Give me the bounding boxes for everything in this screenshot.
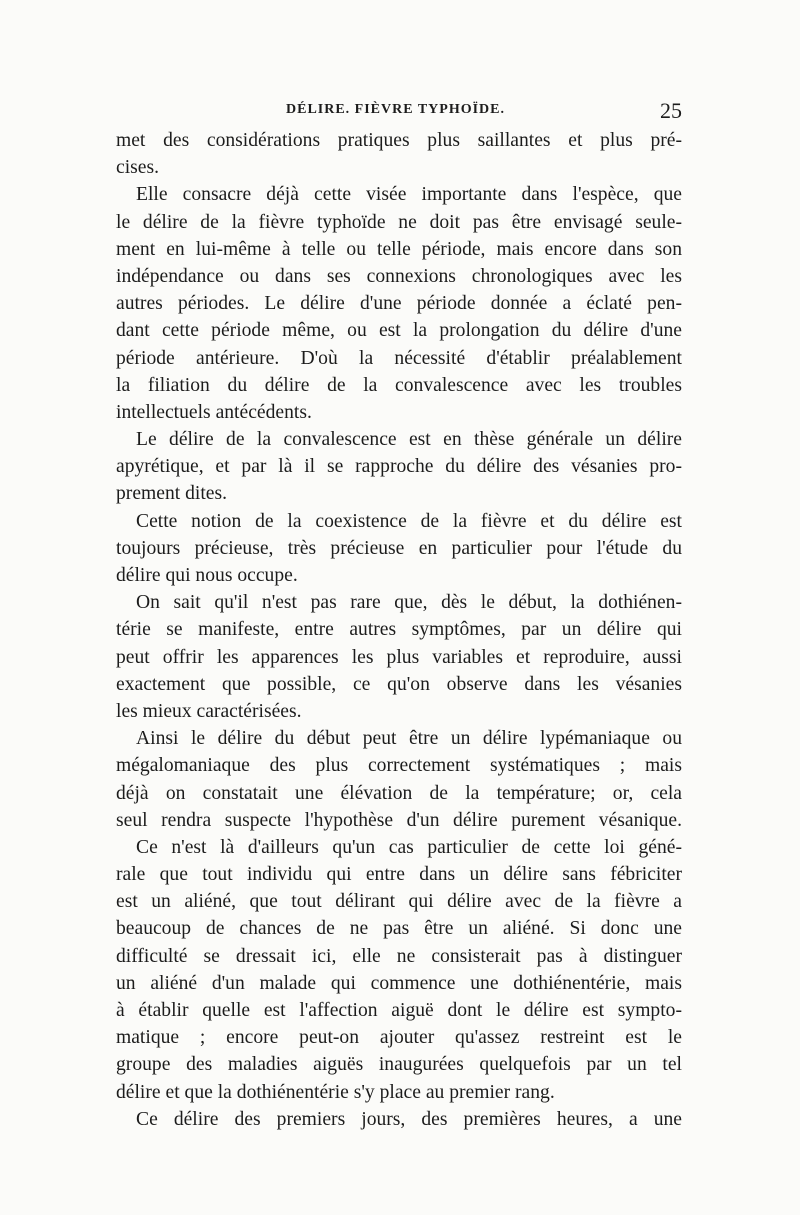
text-line: matique ; encore peut-on ajouter qu'assez restreint est le — [116, 1027, 682, 1049]
text-line: période antérieure. D'où la nécessité d'établir préalablement — [116, 347, 682, 369]
text-line: les mieux caractérisées. — [116, 700, 302, 722]
text-line: la filiation du délire de la convalescence avec les troubles — [116, 374, 682, 396]
page-number: 25 — [660, 98, 682, 123]
text-line: ment en lui-même à telle ou telle période, mais encore dans son — [116, 238, 682, 260]
text-line: mégalomaniaque des plus correctement systématiques ; mais — [116, 755, 682, 777]
text-line: déjà on constatait une élévation de la température; or, cela — [116, 782, 682, 804]
text-line: seul rendra suspecte l'hypothèse d'un délire purement vésanique. — [116, 809, 682, 831]
body-text — [116, 127, 682, 1133]
text-line: peut offrir les apparences les plus variables et reproduire, aussi — [116, 646, 682, 668]
text-line: Elle consacre déjà cette visée importante dans l'espèce, que — [136, 184, 682, 206]
text-line: délire qui nous occupe. — [116, 565, 298, 586]
text-line: Le délire de la convalescence est en thèse générale un délire — [136, 429, 682, 451]
text-line: difficulté se dressait ici, elle ne consisterait pas à distinguer — [116, 945, 682, 967]
text-line: met des considérations pratiques plus saillantes et plus pré- — [116, 130, 682, 151]
page-header — [116, 98, 682, 126]
text-line: Ce délire des premiers jours, des premières heures, a une — [136, 1108, 682, 1130]
text-line: Ainsi le délire du début peut être un délire lypémaniaque ou — [136, 728, 682, 750]
text-line: beaucoup de chances de ne pas être un aliéné. Si donc une — [116, 918, 682, 940]
text-line: est un aliéné, que tout délirant qui délire avec de la fièvre a — [116, 891, 682, 913]
text-line: apyrétique, et par là il se rapproche du délire des vésanies pro- — [116, 456, 682, 478]
text-line: Cette notion de la coexistence de la fièvre et du délire est — [136, 510, 682, 532]
text-line: le délire de la fièvre typhoïde ne doit pas être envisagé seule- — [116, 211, 682, 233]
running-title: DÉLIRE. FIÈVRE TYPHOÏDE. — [286, 102, 506, 117]
text-line: indépendance ou dans ses connexions chronologiques avec les — [116, 265, 682, 287]
text-line: prement dites. — [116, 483, 227, 505]
text-line: un aliéné d'un malade qui commence une dothiénentérie, mais — [116, 972, 682, 994]
text-line: térie se manifeste, entre autres symptômes, par un délire qui — [116, 619, 682, 641]
text-line: rale que tout individu qui entre dans un délire sans fébriciter — [116, 864, 682, 886]
text-line: exactement que possible, ce qu'on observe dans les vésanies — [116, 673, 682, 695]
text-line: autres périodes. Le délire d'une période donnée a éclaté pen- — [116, 293, 682, 315]
text-line: dant cette période même, ou est la prolongation du délire d'une — [116, 320, 682, 342]
text-line: à établir quelle est l'affection aiguë dont le délire est sympto- — [116, 1000, 682, 1021]
text-line: intellectuels antécédents. — [116, 401, 312, 423]
text-line: Ce n'est là d'ailleurs qu'un cas particulier de cette loi géné- — [136, 836, 682, 858]
text-line: cises. — [116, 157, 159, 179]
text-line: délire et que la dothiénentérie s'y place au premier rang. — [116, 1081, 555, 1103]
text-line: groupe des maladies aiguës inaugurées quelquefois par un tel — [116, 1054, 682, 1076]
text-line: On sait qu'il n'est pas rare que, dès le début, la dothiénen- — [136, 592, 682, 614]
text-line: toujours précieuse, très précieuse en particulier pour l'étude du — [116, 537, 682, 559]
